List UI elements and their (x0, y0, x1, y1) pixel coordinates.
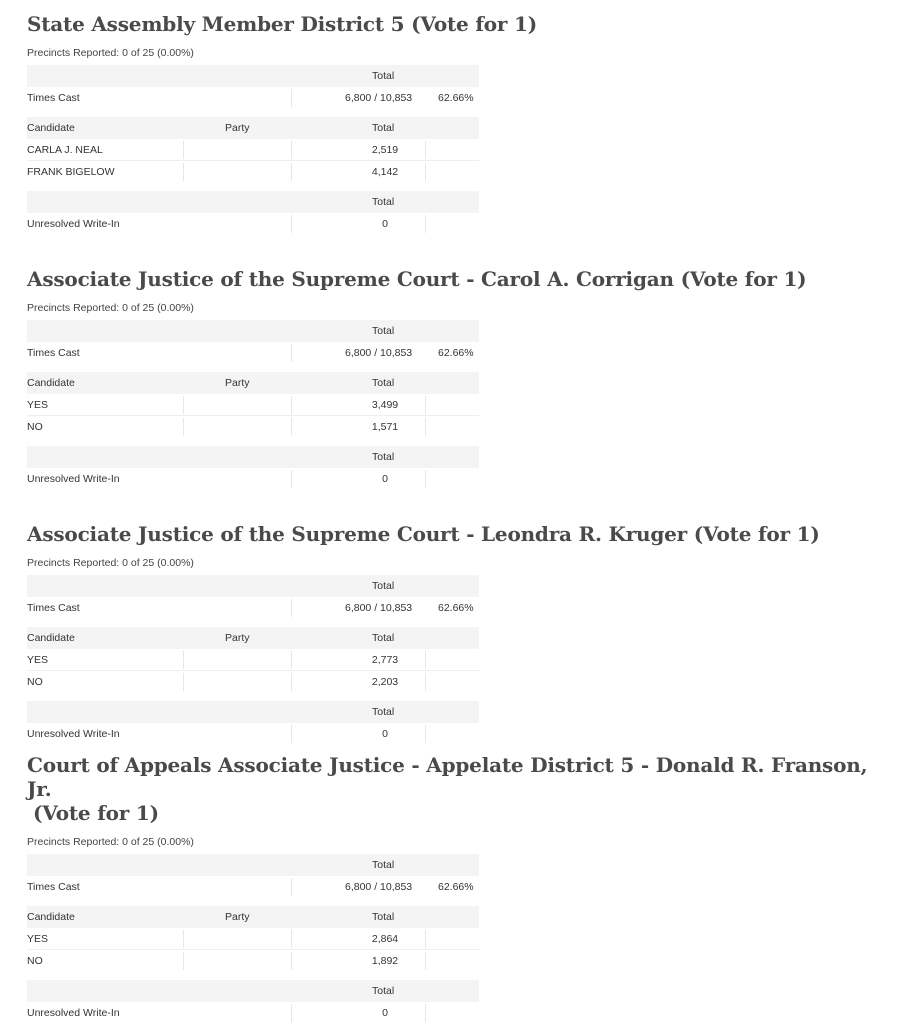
turnout-percent: 62.66% (438, 881, 474, 893)
table-row (27, 928, 479, 950)
column-divider (291, 344, 292, 362)
candidate-header: Candidate (27, 911, 75, 923)
write-in-header-row (27, 446, 479, 468)
write-in-total: 0 (382, 728, 388, 740)
candidate-name: NO (27, 955, 43, 967)
candidate-total: 2,203 (371, 676, 399, 688)
table-row (27, 649, 479, 671)
column-divider (291, 725, 292, 743)
total-header: Total (372, 706, 395, 718)
party-header: Party (225, 377, 250, 389)
write-in-total: 0 (382, 473, 388, 485)
candidate-total: 1,892 (371, 955, 399, 967)
candidate-header-row (27, 627, 479, 649)
column-divider (291, 878, 292, 896)
turnout-percent: 62.66% (438, 92, 474, 104)
candidate-name: YES (27, 654, 49, 666)
candidate-name: NO (27, 421, 43, 433)
column-divider (291, 651, 292, 669)
times-cast-row (27, 597, 479, 619)
candidate-header-row (27, 906, 479, 928)
results-table (27, 320, 479, 490)
contest-title: Associate Justice of the Supreme Court - Carol A. Corrigan (Vote for 1) (27, 267, 807, 291)
column-divider (425, 396, 426, 414)
candidate-header: Candidate (27, 122, 75, 134)
column-divider (425, 215, 426, 233)
total-header: Total (372, 196, 395, 208)
candidate-total: 3,499 (371, 399, 399, 411)
candidate-total: 2,864 (371, 933, 399, 945)
write-in-label: Unresolved Write-In (27, 1007, 120, 1019)
column-divider (291, 952, 292, 970)
results-table (27, 575, 479, 745)
precincts-reported: Precincts Reported: 0 of 25 (0.00%) (27, 836, 194, 848)
party-header: Party (225, 122, 250, 134)
write-in-header-row (27, 191, 479, 213)
results-table (27, 854, 479, 1024)
times-cast-label: Times Cast (27, 602, 80, 614)
candidate-name: YES (27, 399, 49, 411)
contest-title: Associate Justice of the Supreme Court - Leondra R. Kruger (Vote for 1) (27, 522, 820, 546)
column-divider (183, 952, 184, 970)
contest-title-line-2: (Vote for 1) (33, 801, 159, 825)
column-divider (291, 470, 292, 488)
times-cast-label: Times Cast (27, 347, 80, 359)
total-header: Total (372, 859, 395, 871)
write-in-row (27, 468, 479, 490)
column-divider (291, 599, 292, 617)
column-divider (425, 141, 426, 159)
column-divider (291, 215, 292, 233)
times-cast-row (27, 342, 479, 364)
column-divider (291, 163, 292, 181)
total-header: Total (372, 580, 395, 592)
candidate-total: 4,142 (371, 166, 399, 178)
table-row (27, 394, 479, 416)
contest-court-of-appeals-franson (27, 753, 887, 1024)
total-header: Total (372, 632, 395, 644)
column-divider (425, 1004, 426, 1022)
write-in-total: 0 (382, 218, 388, 230)
times-cast-row (27, 876, 479, 898)
contest-assembly-district-5 (27, 12, 887, 235)
write-in-label: Unresolved Write-In (27, 728, 120, 740)
precincts-reported: Precincts Reported: 0 of 25 (0.00%) (27, 302, 194, 314)
times-cast-value: 6,800 / 10,853 (345, 92, 413, 104)
write-in-header-row (27, 980, 479, 1002)
candidate-header: Candidate (27, 377, 75, 389)
column-divider (183, 418, 184, 436)
times-cast-label: Times Cast (27, 92, 80, 104)
table-row (27, 139, 479, 161)
times-cast-header-row (27, 854, 479, 876)
column-divider (425, 930, 426, 948)
write-in-row (27, 723, 479, 745)
candidate-name: FRANK BIGELOW (27, 166, 115, 178)
times-cast-value: 6,800 / 10,853 (345, 881, 413, 893)
column-divider (183, 163, 184, 181)
times-cast-label: Times Cast (27, 881, 80, 893)
candidate-total: 2,773 (371, 654, 399, 666)
total-header: Total (372, 377, 395, 389)
contest-title-line-1: Court of Appeals Associate Justice - Appelate District 5 - Donald R. Franson, Jr. (27, 753, 868, 801)
column-divider (183, 930, 184, 948)
total-header: Total (372, 911, 395, 923)
column-divider (183, 396, 184, 414)
write-in-header-row (27, 701, 479, 723)
write-in-total: 0 (382, 1007, 388, 1019)
times-cast-row (27, 87, 479, 109)
candidate-total: 2,519 (371, 144, 399, 156)
write-in-row (27, 213, 479, 235)
total-header: Total (372, 122, 395, 134)
candidate-name: CARLA J. NEAL (27, 144, 103, 156)
total-header: Total (372, 451, 395, 463)
column-divider (183, 673, 184, 691)
column-divider (425, 952, 426, 970)
column-divider (183, 141, 184, 159)
column-divider (291, 89, 292, 107)
party-header: Party (225, 632, 250, 644)
contest-title: State Assembly Member District 5 (Vote for 1) (27, 12, 537, 36)
column-divider (425, 163, 426, 181)
contest-supreme-court-corrigan (27, 267, 887, 490)
candidate-name: NO (27, 676, 43, 688)
write-in-label: Unresolved Write-In (27, 218, 120, 230)
column-divider (425, 651, 426, 669)
precincts-reported: Precincts Reported: 0 of 25 (0.00%) (27, 47, 194, 59)
party-header: Party (225, 911, 250, 923)
column-divider (291, 141, 292, 159)
column-divider (291, 673, 292, 691)
column-divider (291, 418, 292, 436)
table-row (27, 950, 479, 972)
column-divider (425, 470, 426, 488)
times-cast-value: 6,800 / 10,853 (345, 347, 413, 359)
column-divider (183, 651, 184, 669)
table-row (27, 671, 479, 693)
candidate-header-row (27, 117, 479, 139)
candidate-header-row (27, 372, 479, 394)
candidate-name: YES (27, 933, 49, 945)
write-in-label: Unresolved Write-In (27, 473, 120, 485)
column-divider (291, 396, 292, 414)
column-divider (291, 1004, 292, 1022)
total-header: Total (372, 325, 395, 337)
times-cast-header-row (27, 320, 479, 342)
results-table (27, 65, 479, 235)
table-row (27, 416, 479, 438)
total-header: Total (372, 985, 395, 997)
column-divider (291, 930, 292, 948)
times-cast-value: 6,800 / 10,853 (345, 602, 413, 614)
contest-supreme-court-kruger (27, 522, 887, 745)
times-cast-header-row (27, 65, 479, 87)
times-cast-header-row (27, 575, 479, 597)
write-in-row (27, 1002, 479, 1024)
column-divider (425, 673, 426, 691)
precincts-reported: Precincts Reported: 0 of 25 (0.00%) (27, 557, 194, 569)
contest-title (27, 753, 887, 825)
candidate-header: Candidate (27, 632, 75, 644)
column-divider (425, 725, 426, 743)
table-row (27, 161, 479, 183)
total-header: Total (372, 70, 395, 82)
candidate-total: 1,571 (371, 421, 399, 433)
turnout-percent: 62.66% (438, 602, 474, 614)
column-divider (425, 418, 426, 436)
turnout-percent: 62.66% (438, 347, 474, 359)
